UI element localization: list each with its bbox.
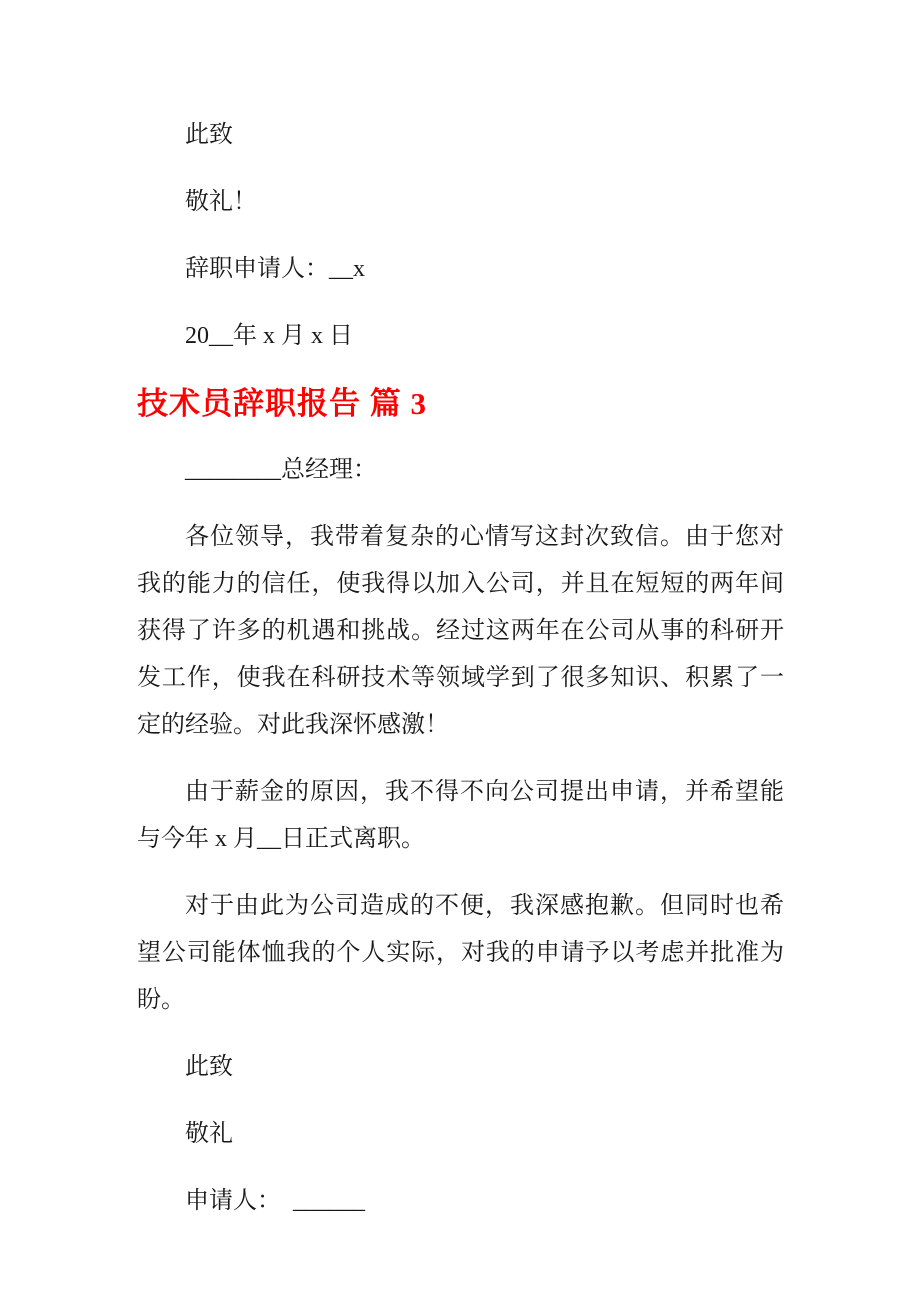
prev-closing-date-line: 20__年 x 月 x 日 — [185, 323, 353, 349]
prev-closing-signature-line: 辞职申请人：__x — [185, 256, 365, 282]
body-paragraph: 各位领导，我带着复杂的心情写这封次致信。由于您对我的能力的信任，使我得以加入公司，并且在短短的两年间获得了许多的机遇和挑战。经过这两年在公司从事的科研开发工作，使我在科研技术等领域学到了很多知识、积累了一定的经验。对此我深怀感激！ — [137, 524, 784, 738]
body-paragraph: 由于薪金的原因，我不得不向公司提出申请，并希望能与今年 x 月__日正式离职。 — [137, 779, 784, 852]
closing-signature-line: 申请人： ______ — [185, 1188, 365, 1214]
addressee-line: ________总经理： — [185, 457, 377, 483]
closing-salutation: 此致 — [185, 1054, 233, 1080]
closing-salute: 敬礼 — [185, 1121, 233, 1147]
prev-closing-salute: 敬礼！ — [185, 189, 257, 215]
body-paragraph: 对于由此为公司造成的不便，我深感抱歉。但同时也希望公司能体恤我的个人实际，对我的申请予以考虑并批准为盼。 — [137, 893, 784, 1013]
section-heading: 技术员辞职报告 篇 3 — [137, 386, 427, 421]
prev-closing-salutation: 此致 — [185, 122, 233, 148]
